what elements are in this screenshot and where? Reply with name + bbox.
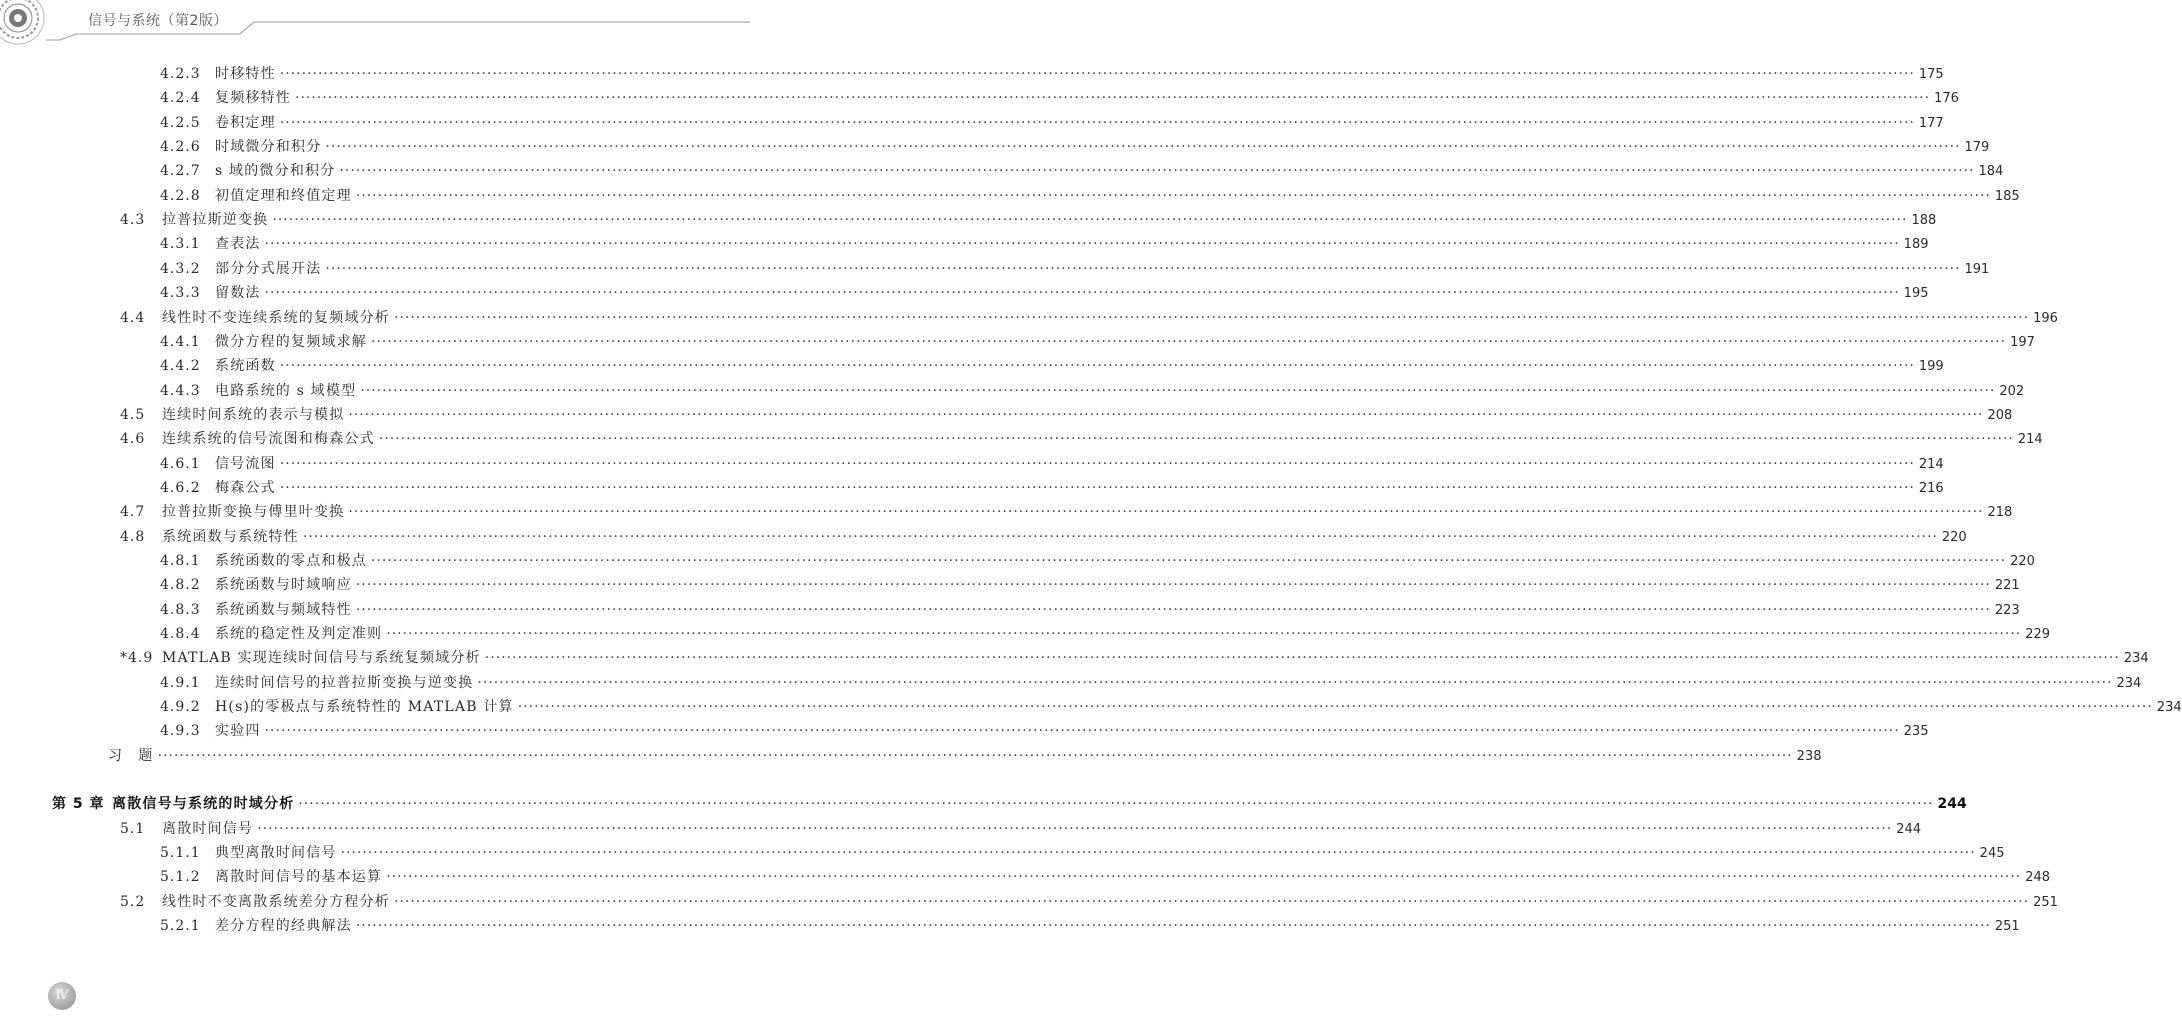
toc-entry[interactable]	[160, 914, 2020, 938]
toc-entry-number: 4.3.2	[160, 260, 201, 277]
toc-entry[interactable]	[160, 232, 1929, 256]
toc-entry-number: 4.2.4	[160, 90, 201, 107]
toc-entry-page: 188	[1911, 213, 1937, 229]
toc-entry-title: 习 题	[108, 747, 154, 764]
toc-entry-page: 251	[2033, 894, 2058, 910]
toc-entry[interactable]	[160, 841, 2005, 865]
toc-entry-number: 4.8	[120, 528, 146, 545]
toc-entry[interactable]	[160, 452, 1944, 476]
toc-entry-number: 5.1	[120, 820, 146, 837]
toc-entry[interactable]	[160, 865, 2051, 889]
toc-entry-number: 5.1.1	[160, 844, 201, 861]
toc-entry-title: H(s)的零极点与系统特性的 MATLAB 计算	[215, 699, 514, 716]
toc-entry[interactable]	[160, 135, 1990, 159]
toc-entry-number: 4.2.6	[160, 139, 201, 156]
toc-entry-page: 176	[1934, 91, 1959, 107]
toc-entry-page: 223	[1994, 602, 2020, 618]
page-header	[0, 0, 750, 60]
toc-entry[interactable]	[160, 476, 1944, 500]
toc-entry-number: 4.3.1	[160, 236, 201, 253]
toc-entry-page: 196	[2033, 310, 2058, 326]
header-divider	[0, 0, 750, 60]
toc-entry-title: 系统函数与频域特性	[215, 601, 352, 618]
toc-entry-page: 245	[1979, 845, 2005, 861]
dot-leader: ············································································································································································································································································································	[257, 820, 1893, 837]
toc-entry[interactable]	[160, 257, 1990, 281]
dot-leader: ············································································································································································································································································································	[340, 844, 1976, 861]
toc-entry-title: 时移特性	[215, 66, 276, 82]
toc-entry-title: 系统函数与时域响应	[215, 577, 352, 594]
toc-entry-number: 4.9.1	[160, 674, 201, 691]
toc-entry-page: 179	[1964, 140, 1990, 156]
toc-entry-page: 234	[2123, 651, 2149, 667]
dot-leader: ············································································································································································································································································································	[325, 260, 1961, 277]
toc-entry-page: 184	[1978, 164, 2004, 180]
toc-entry-number: 5.2.1	[160, 917, 201, 934]
toc-entry[interactable]	[160, 695, 2182, 719]
dot-leader: ············································································································································································································································································································	[394, 893, 2030, 910]
toc-entry-page: 189	[1903, 237, 1929, 253]
toc-entry-title: 连续系统的信号流图和梅森公式	[162, 431, 375, 448]
toc-entry[interactable]	[160, 330, 2035, 354]
page-number-badge: Ⅳ	[48, 982, 76, 1010]
toc-entry-page: 185	[1994, 188, 2020, 204]
toc-entry-page: 235	[1903, 724, 1929, 740]
toc-entry-number: 4.8.4	[160, 626, 201, 643]
toc-entry-page: 248	[2025, 870, 2051, 886]
toc-entry-number: 4.4.1	[160, 333, 201, 350]
dot-leader: ············································································································································································································································································································	[360, 382, 1996, 399]
toc-entry[interactable]	[160, 281, 1929, 305]
toc-entry[interactable]	[160, 62, 1944, 86]
toc-entry-page: 177	[1918, 115, 1944, 131]
toc-entry-number: 4.3	[120, 212, 146, 229]
dot-leader: ············································································································································································································································································································	[348, 406, 1984, 423]
dot-leader: ············································································································································································································································································································	[272, 212, 1908, 229]
toc-entry-title: 典型离散时间信号	[215, 844, 337, 861]
toc-entry-page: 202	[1999, 383, 2025, 399]
toc-entry-number: 5.1.2	[160, 869, 201, 886]
dot-leader: ············································································································································································································································································································	[302, 528, 1938, 545]
toc-entry-title: 系统函数与系统特性	[162, 528, 299, 545]
toc-entry[interactable]	[108, 744, 1822, 768]
toc-entry-page: 221	[1994, 578, 2020, 594]
toc-entry-page: 195	[1903, 286, 1929, 302]
dot-leader: ············································································································································································································································································································	[517, 699, 2153, 716]
toc-entry[interactable]	[160, 719, 1929, 743]
dot-leader: ············································································································································································································································································································	[264, 236, 1900, 253]
toc-entry-number: 4.4.2	[160, 358, 201, 375]
dot-leader: ············································································································································································································································································································	[348, 504, 1984, 521]
dot-leader: ············································································································································································································································································································	[264, 285, 1900, 302]
toc-entry[interactable]	[120, 403, 2013, 427]
toc-entry-title: 初值定理和终值定理	[215, 187, 352, 204]
dot-leader: ············································································································································································································································································································	[279, 114, 1915, 131]
toc-entry-title: 离散信号与系统的时域分析	[112, 796, 295, 813]
toc-entry-title: 部分分式展开法	[215, 260, 322, 277]
toc-entry-title: MATLAB 实现连续时间信号与系统复频域分析	[162, 650, 481, 667]
toc-entry-page: 214	[1918, 456, 1944, 472]
toc-entry[interactable]	[160, 159, 2004, 183]
toc-entry-title: 差分方程的经典解法	[215, 917, 352, 934]
toc-entry[interactable]	[120, 525, 1967, 549]
toc-entry-page: 175	[1918, 67, 1944, 82]
toc-entry-title: 拉普拉斯变换与傅里叶变换	[162, 504, 345, 521]
toc-entry-title: 系统函数	[215, 358, 276, 375]
toc-entry-page: 218	[1987, 505, 2013, 521]
toc-entry-number: 4.7	[120, 504, 146, 521]
toc-entry-number: 4.2.3	[160, 66, 201, 82]
toc-entry-number: 4.6.2	[160, 479, 201, 496]
dot-leader: ············································································································································································································································································································	[279, 66, 1915, 82]
toc-entry-title: s 域的微分和积分	[215, 163, 336, 180]
dot-leader: ············································································································································································································································································································	[264, 723, 1900, 740]
dot-leader: ············································································································································································································································································································	[325, 139, 1961, 156]
toc-entry-number: 4.9.3	[160, 723, 201, 740]
toc-entry-title: 梅森公式	[215, 479, 276, 496]
toc-entry-title: 线性时不变离散系统差分方程分析	[162, 893, 390, 910]
toc-entry-number: 4.2.8	[160, 187, 201, 204]
toc-entry[interactable]	[160, 354, 1944, 378]
toc-entry-title: 离散时间信号	[162, 820, 254, 837]
toc-entry-title: 离散时间信号的基本运算	[215, 869, 383, 886]
toc-entry-page: 238	[1796, 748, 1822, 764]
dot-leader: ············································································································································································································································································································	[298, 796, 1934, 813]
toc-entry-number: 4.2.5	[160, 114, 201, 131]
toc-entry-number: 4.9.2	[160, 699, 201, 716]
dot-leader: ············································································································································································································································································································	[378, 431, 2014, 448]
dot-leader: ············································································································································································································································································································	[386, 626, 2022, 643]
toc-entry-page: 191	[1964, 261, 1990, 277]
toc-entry-title: 实验四	[215, 723, 261, 740]
toc-entry-title: 卷积定理	[215, 114, 276, 131]
toc-entry[interactable]	[160, 549, 2035, 573]
toc-entry-number: 4.4	[120, 309, 146, 326]
dot-leader: ············································································································································································································································································································	[394, 309, 2030, 326]
dot-leader: ············································································································································································································································································································	[386, 869, 2022, 886]
toc-entry-title: 系统的稳定性及判定准则	[215, 626, 383, 643]
toc-entry[interactable]	[120, 817, 1922, 841]
toc-entry[interactable]	[160, 379, 2025, 403]
dot-leader: ············································································································································································································································································································	[279, 479, 1915, 496]
toc-entry-page: 197	[2010, 334, 2035, 350]
toc-entry[interactable]	[160, 598, 2020, 622]
toc-entry-number: *4.9	[120, 650, 154, 667]
dot-leader: ············································································································································································································································································································	[339, 163, 1975, 180]
toc-entry-number: 4.6	[120, 431, 146, 448]
toc-entry-page: 234	[2116, 675, 2142, 691]
toc-entry-title: 信号流图	[215, 455, 276, 472]
toc-entry[interactable]	[160, 184, 2020, 208]
toc-entry-number: 4.8.1	[160, 553, 201, 569]
dot-leader: ············································································································································································································································································································	[477, 674, 2113, 691]
toc-entry-page: 244	[1896, 821, 1922, 837]
toc-entry[interactable]	[160, 671, 2142, 695]
toc-entry-title: 电路系统的 s 域模型	[215, 382, 357, 399]
dot-leader: ············································································································································································································································································································	[279, 358, 1915, 375]
toc-entry-title: 连续时间系统的表示与模拟	[162, 406, 345, 423]
toc-entry-page: 220	[2010, 554, 2035, 569]
toc-entry[interactable]	[120, 427, 2043, 451]
dot-leader: ············································································································································································································································································································	[279, 455, 1915, 472]
toc-entry[interactable]	[120, 306, 2058, 330]
toc-entry-number: 4.4.3	[160, 382, 201, 399]
toc-entry-page: 214	[2017, 432, 2043, 448]
toc-entry-number: 4.3.3	[160, 285, 201, 302]
toc-entry-title: 系统函数的零点和极点	[215, 553, 367, 569]
toc-entry-title: 查表法	[215, 236, 261, 253]
dot-leader: ············································································································································································································································································································	[355, 577, 1991, 594]
toc-entry-page: 199	[1918, 359, 1944, 375]
toc-entry[interactable]	[120, 208, 1937, 232]
toc-entry-number: 4.8.3	[160, 601, 201, 618]
dot-leader: ············································································································································································································································································································	[295, 90, 1931, 107]
book-title: 信号与系统（第2版）	[88, 13, 228, 29]
dot-leader: ············································································································································································································································································································	[484, 650, 2120, 667]
toc-entry-page: 229	[2025, 627, 2051, 643]
toc-entry-page: 234	[2156, 700, 2182, 716]
toc-entry[interactable]	[52, 792, 1967, 816]
toc-entry[interactable]	[160, 86, 1959, 110]
dot-leader: ············································································································································································································································································································	[355, 601, 1991, 618]
toc-entry[interactable]	[160, 573, 2020, 597]
dot-leader: ············································································································································································································································································································	[371, 553, 2007, 569]
toc-entry-number: 4.2.7	[160, 163, 201, 180]
toc-entry-number: 4.5	[120, 406, 146, 423]
toc-entry[interactable]	[120, 646, 2149, 670]
toc-entry[interactable]	[160, 111, 1944, 135]
toc-entry-title: 留数法	[215, 285, 261, 302]
toc-entry[interactable]	[120, 500, 2013, 524]
dot-leader: ············································································································································································································································································································	[355, 917, 1991, 934]
toc-entry-title: 拉普拉斯逆变换	[162, 212, 269, 229]
toc-entry-number: 5.2	[120, 893, 146, 910]
dot-leader: ············································································································································································································································································································	[157, 747, 1793, 764]
toc-entry-title: 复频移特性	[215, 90, 291, 107]
toc-entry-title: 时域微分和积分	[215, 139, 322, 156]
dot-leader: ············································································································································································································································································································	[355, 187, 1991, 204]
toc-entry-title: 线性时不变连续系统的复频域分析	[162, 309, 390, 326]
toc-entry-number: 4.8.2	[160, 577, 201, 594]
dot-leader: ············································································································································································································································································································	[371, 333, 2007, 350]
toc-entry-title: 连续时间信号的拉普拉斯变换与逆变换	[215, 674, 474, 691]
toc-entry-number: 第 5 章	[52, 796, 105, 813]
toc-entry-number: 4.6.1	[160, 455, 201, 472]
toc-entry-page: 251	[1994, 918, 2020, 934]
toc-entry-page: 208	[1987, 407, 2013, 423]
toc-entry-title: 微分方程的复频域求解	[215, 333, 367, 350]
toc-entry-page: 220	[1941, 529, 1967, 545]
toc-entry[interactable]	[160, 622, 2051, 646]
toc-entry-page: 244	[1937, 796, 1967, 813]
toc-entry[interactable]	[120, 890, 2058, 914]
toc-entry-page: 216	[1918, 480, 1944, 496]
